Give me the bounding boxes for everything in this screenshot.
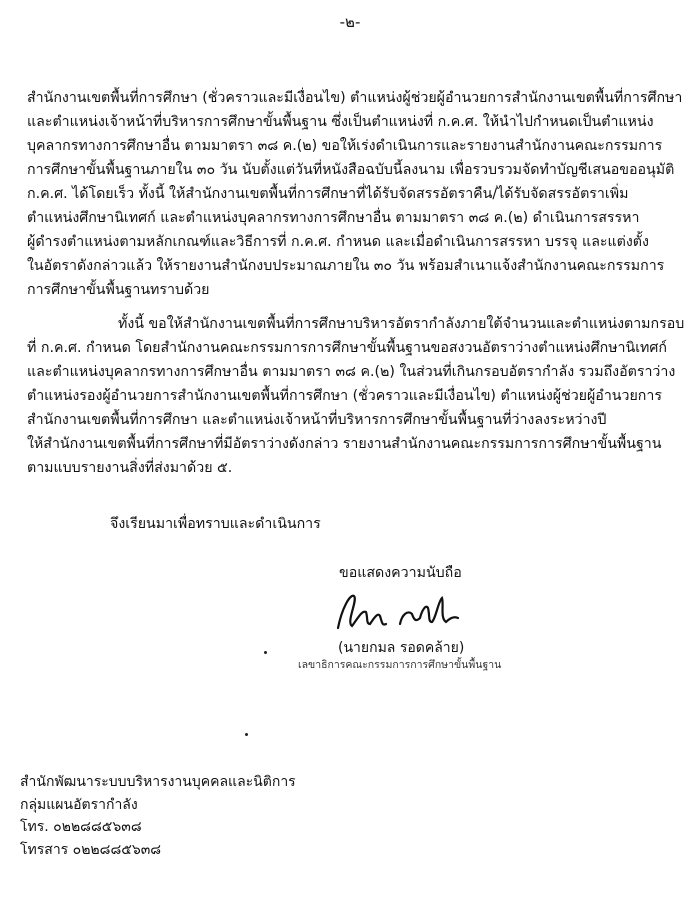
signer-name: (นายกมล รอดคล้าย)	[338, 640, 465, 656]
paragraph-line: ให้สำนักงานเขตพื้นที่การศึกษาที่มีอัตราว่างดังกล่าว รายงานสำนักงานคณะกรรมการการศึกษาขั้นพื้นฐาน	[27, 436, 662, 452]
closing-text: จึงเรียนมาเพื่อทราบและดำเนินการ	[110, 516, 321, 532]
footer-contact	[20, 771, 296, 861]
regards-text: ขอแสดงความนับถือ	[339, 565, 462, 581]
paragraph-line: การศึกษาขั้นพื้นฐานภายใน ๓๐ วัน นับตั้งแต่วันที่หนังสือฉบับนี้ลงนาม เพื่อรวบรวมจัดทำบัญชีเสนอขออนุมัติ	[27, 162, 675, 178]
scan-speck	[264, 651, 267, 654]
footer-office: สำนักพัฒนาระบบบริหารงานบุคคลและนิติการ	[20, 774, 296, 790]
paragraph-line: ผู้ดำรงตำแหน่งตามหลักเกณฑ์และวิธีการที่ ก.ค.ศ. กำหนด และเมื่อดำเนินการสรรหา บรรจุ และแต่งตั้ง	[27, 234, 649, 250]
paragraph-line: สำนักงานเขตพื้นที่การศึกษา (ชั่วคราวและมีเงื่อนไข) ตำแหน่งผู้ช่วยผู้อำนวยการสำนักงานเขตพื้นที่การศึกษา	[27, 90, 683, 106]
footer-phone: โทร. ๐๒๒๘๘๕๖๓๘	[20, 819, 142, 835]
paragraph-line: ตำแหน่งศึกษานิเทศก์ และตำแหน่งบุคลากรทางการศึกษาอื่น ตามมาตรา ๓๘ ค.(๒) ดำเนินการสรรหา	[27, 210, 640, 226]
paragraph-line: บุคลากรทางการศึกษาอื่น ตามมาตรา ๓๘ ค.(๒) ขอให้เร่งดำเนินการและรายงานสำนักงานคณะกรรมการ	[27, 138, 663, 154]
page-number: -๒-	[339, 13, 361, 31]
paragraph-line: ตามแบบรายงานสิ่งที่ส่งมาด้วย ๕.	[27, 460, 233, 476]
paragraph-line: ทั้งนี้ ขอให้สำนักงานเขตพื้นที่การศึกษาบริหารอัตรากำลังภายใต้จำนวนและตำแหน่งตามกรอบ	[118, 316, 685, 332]
paragraph-line: สำนักงานเขตพื้นที่การศึกษา และตำแหน่งเจ้าหน้าที่บริหารการศึกษาขั้นพื้นฐานที่ว่างลงระหว่างปี	[27, 412, 607, 428]
paragraph-line: การศึกษาขั้นพื้นฐานทราบด้วย	[27, 282, 210, 298]
signature-image	[332, 588, 462, 634]
signer-title: เลขาธิการคณะกรรมการการศึกษาขั้นพื้นฐาน	[298, 659, 502, 671]
paragraph-line: ก.ค.ศ. ได้โดยเร็ว ทั้งนี้ ให้สำนักงานเขตพื้นที่การศึกษาที่ได้รับจัดสรรอัตราคืน/ได้รับจัดสรรอัตราเพิ่ม	[27, 186, 629, 202]
paragraph-line: ตำแหน่งรองผู้อำนวยการสำนักงานเขตพื้นที่การศึกษา (ชั่วคราวและมีเงื่อนไข) ตำแหน่งผู้ช่วยผู้อำนวยการ	[27, 388, 662, 404]
scan-speck	[245, 733, 248, 736]
paragraph-line: ที่ ก.ค.ศ. กำหนด โดยสำนักงานคณะกรรมการการศึกษาขั้นพื้นฐานขอสงวนอัตราว่างตำแหน่งศึกษานิเทศก์	[27, 340, 668, 356]
footer-group: กลุ่มแผนอัตรากำลัง	[20, 796, 138, 813]
paragraph-line: และตำแหน่งบุคลากรทางการศึกษาอื่น ตามมาตรา ๓๘ ค.(๒) ในส่วนที่เกินกรอบอัตรากำลัง รวมถึงอัตราว่าง	[27, 364, 676, 380]
paragraph-line: และตำแหน่งเจ้าหน้าที่บริหารการศึกษาขั้นพื้นฐาน ซึ่งเป็นตำแหน่งที่ ก.ค.ศ. ให้นำไปกำหนดเป็นตำแหน่ง	[27, 114, 654, 130]
paragraph-line: ในอัตราดังกล่าวแล้ว ให้รายงานสำนักงบประมาณภายใน ๓๐ วัน พร้อมสำเนาแจ้งสำนักงานคณะกรรมการ	[27, 258, 665, 274]
footer-fax: โทรสาร ๐๒๒๘๘๕๖๓๘	[20, 841, 162, 858]
